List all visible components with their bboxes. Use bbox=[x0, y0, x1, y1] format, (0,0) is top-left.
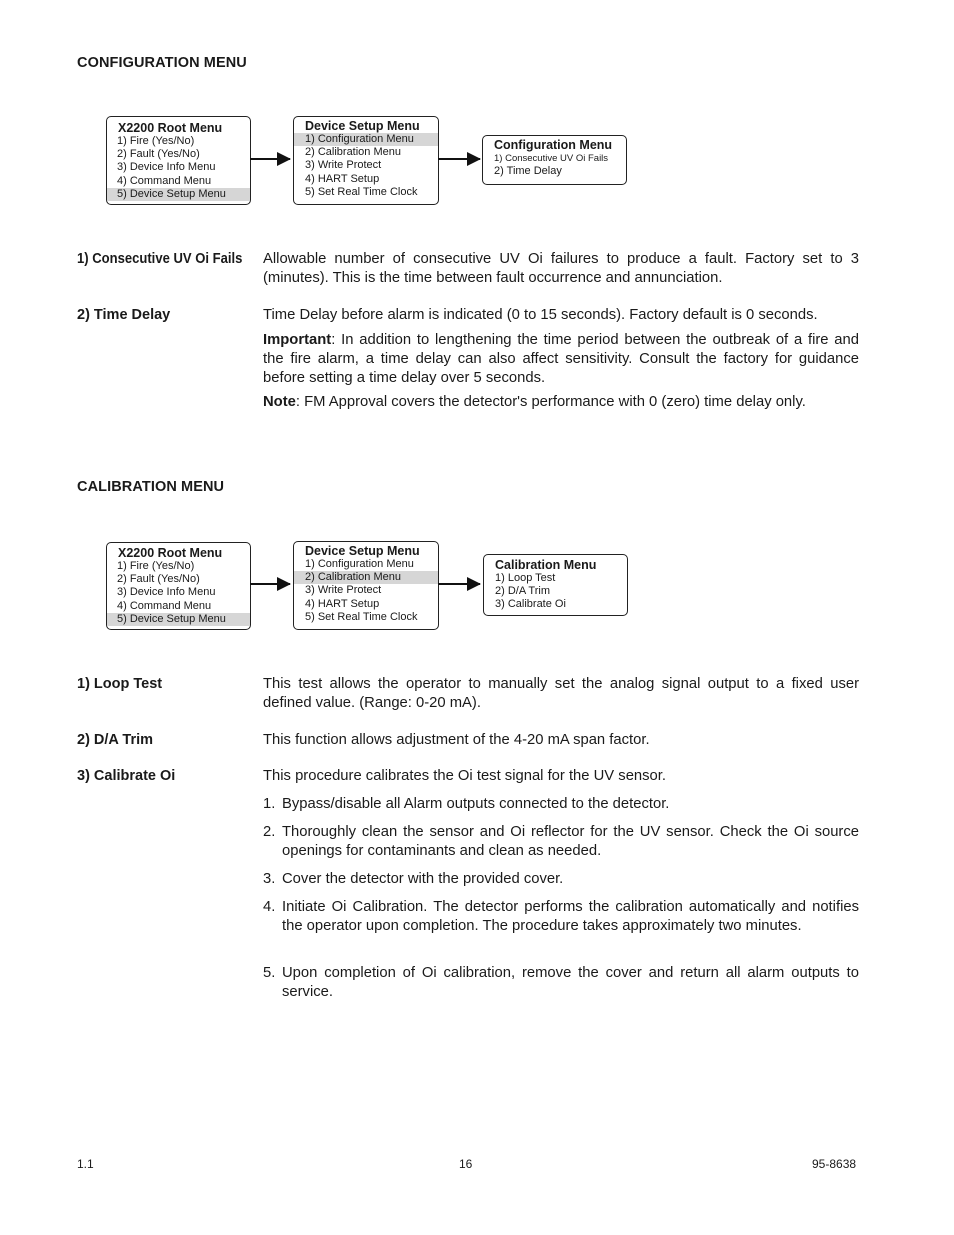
root-menu-box bbox=[106, 542, 251, 630]
description-time-delay: Time Delay before alarm is indicated (0 to 15 seconds). Factory default is 0 seconds. bbox=[263, 307, 818, 323]
device-setup-item: 4) HART Setup bbox=[305, 597, 380, 610]
step-text: Initiate Oi Calibration. The detector performs the calibration automatically and notifies the operator upon completion. The procedure takes approximately two minutes. bbox=[282, 899, 859, 934]
calibration-menu-title: Calibration Menu bbox=[495, 558, 597, 572]
important-text: : In addition to lengthening the time period between the outbreak of a fire and the fire alarm, a time delay can also affect sensitivity. Consult the factory for guidance before setting a time delay over 5 seconds. bbox=[263, 332, 859, 386]
device-setup-item: 1) Configuration Menu bbox=[305, 558, 414, 570]
root-menu-item: 3) Device Info Menu bbox=[117, 161, 216, 174]
procedure-step bbox=[263, 870, 859, 889]
configuration-menu-item: 1) Consecutive UV Oi Fails bbox=[494, 153, 609, 164]
description-da-trim: This function allows adjustment of the 4-20 mA span factor. bbox=[263, 732, 650, 748]
device-setup-item-selected: 2) Calibration Menu bbox=[294, 571, 438, 584]
step-text: Bypass/disable all Alarm outputs connected to the detector. bbox=[282, 796, 670, 812]
device-setup-item: 3) Write Protect bbox=[305, 584, 382, 597]
root-menu-item: 4) Command Menu bbox=[117, 174, 212, 187]
step-number: 1. bbox=[263, 796, 276, 812]
step-number: 4. bbox=[263, 899, 276, 915]
footer-revision: 1.1 bbox=[77, 1157, 94, 1171]
root-menu-item: 3) Device Info Menu bbox=[117, 586, 216, 599]
arrow-right-icon bbox=[438, 158, 480, 160]
important-label: Important bbox=[263, 332, 332, 348]
step-text: Cover the detector with the provided cover. bbox=[282, 871, 564, 887]
root-menu-box bbox=[106, 116, 251, 205]
step-number: 2. bbox=[263, 824, 276, 840]
device-setup-menu-box bbox=[293, 541, 439, 630]
footer-page-number: 16 bbox=[459, 1157, 473, 1171]
calibration-menu-item: 3) Calibrate Oi bbox=[495, 598, 566, 611]
term-da-trim: 2) D/A Trim bbox=[77, 732, 154, 748]
configuration-menu-title: Configuration Menu bbox=[494, 138, 613, 152]
footer-document-number: 95-8638 bbox=[812, 1157, 857, 1171]
step-number: 3. bbox=[263, 871, 276, 887]
procedure-step bbox=[263, 823, 859, 861]
section-title-calibration: CALIBRATION MENU bbox=[77, 479, 225, 495]
procedure-step bbox=[263, 964, 859, 1002]
step-number: 5. bbox=[263, 965, 276, 981]
term-time-delay: 2) Time Delay bbox=[77, 307, 171, 323]
device-setup-item: 5) Set Real Time Clock bbox=[305, 610, 418, 623]
description-loop-test: This test allows the operator to manually set the analog signal output to a fixed user defined value. (Range: 0-20 mA). bbox=[263, 676, 859, 711]
description-consecutive-uv-oi-fails: Allowable number of consecutive UV Oi failures to produce a fault. Factory set to 3 (minutes). This is the time between fault occurrence and annunciation. bbox=[263, 251, 859, 286]
device-setup-item: 5) Set Real Time Clock bbox=[305, 185, 418, 198]
term-consecutive-uv-oi-fails: 1) Consecutive UV Oi Fails bbox=[77, 251, 243, 267]
arrow-right-icon bbox=[250, 583, 290, 585]
note-label: Note bbox=[263, 394, 296, 410]
root-menu-title: X2200 Root Menu bbox=[118, 121, 223, 135]
root-menu-item: 4) Command Menu bbox=[117, 599, 212, 612]
device-setup-menu-title: Device Setup Menu bbox=[305, 119, 420, 133]
device-setup-menu-title: Device Setup Menu bbox=[305, 544, 420, 558]
root-menu-item-selected: 5) Device Setup Menu bbox=[107, 613, 250, 626]
device-setup-item: 2) Calibration Menu bbox=[305, 146, 401, 159]
configuration-menu-box bbox=[482, 135, 627, 185]
device-setup-menu-box bbox=[293, 116, 439, 205]
procedure-step bbox=[263, 795, 859, 814]
root-menu-item-selected: 5) Device Setup Menu bbox=[107, 188, 250, 201]
device-setup-item: 3) Write Protect bbox=[305, 159, 382, 172]
calibration-menu-box bbox=[483, 554, 628, 616]
device-setup-item: 4) HART Setup bbox=[305, 172, 380, 185]
device-setup-item-selected: 1) Configuration Menu bbox=[294, 133, 438, 146]
arrow-right-icon bbox=[250, 158, 290, 160]
term-calibrate-oi: 3) Calibrate Oi bbox=[77, 768, 176, 784]
root-menu-item: 2) Fault (Yes/No) bbox=[117, 148, 200, 161]
arrow-right-icon bbox=[438, 583, 480, 585]
calibration-menu-item: 2) D/A Trim bbox=[495, 585, 551, 598]
note-paragraph bbox=[263, 393, 859, 412]
term-loop-test: 1) Loop Test bbox=[77, 676, 163, 692]
root-menu-item: 2) Fault (Yes/No) bbox=[117, 573, 200, 586]
procedure-step bbox=[263, 898, 859, 936]
root-menu-title: X2200 Root Menu bbox=[118, 546, 223, 560]
description-calibrate-oi: This procedure calibrates the Oi test signal for the UV sensor. bbox=[263, 768, 666, 784]
configuration-menu-item: 2) Time Delay bbox=[494, 165, 562, 178]
calibration-menu-item: 1) Loop Test bbox=[495, 572, 556, 584]
important-paragraph bbox=[263, 331, 859, 388]
root-menu-item: 1) Fire (Yes/No) bbox=[117, 135, 195, 147]
note-text: : FM Approval covers the detector's performance with 0 (zero) time delay only. bbox=[295, 394, 806, 410]
step-text: Upon completion of Oi calibration, remove the cover and return all alarm outputs to service. bbox=[282, 965, 859, 1000]
step-text: Thoroughly clean the sensor and Oi reflector for the UV sensor. Check the Oi source openings for contaminants and clean as needed. bbox=[282, 824, 859, 859]
root-menu-item: 1) Fire (Yes/No) bbox=[117, 560, 195, 572]
section-title-configuration: CONFIGURATION MENU bbox=[77, 55, 247, 71]
